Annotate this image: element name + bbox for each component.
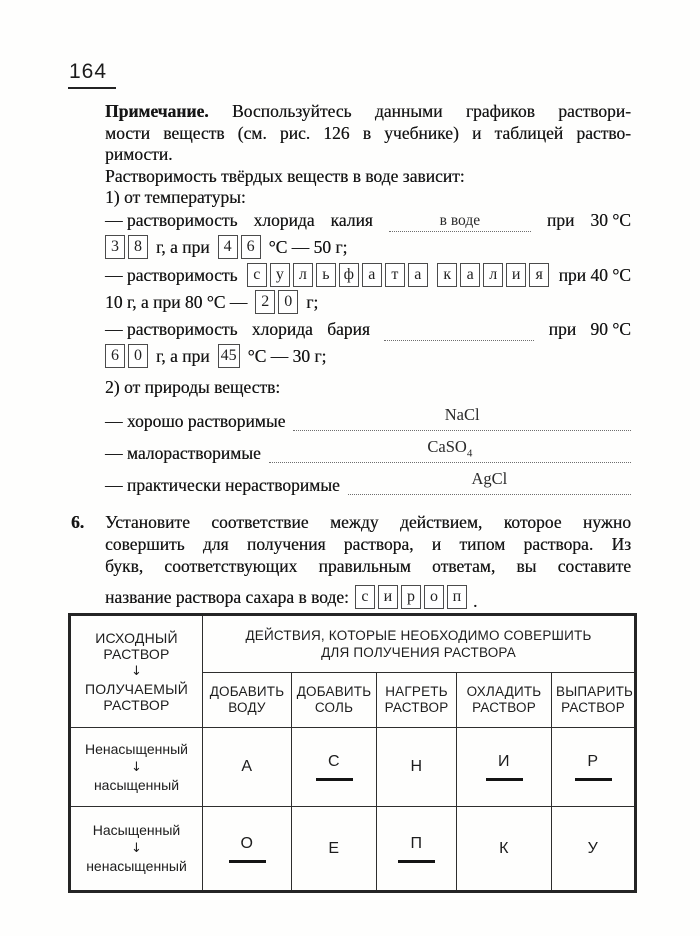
task-line: букв, соответствующих правильным ответам, вы составите — [105, 556, 631, 576]
poorly-soluble-row — [105, 437, 631, 463]
table-answer-letter: А — [241, 758, 253, 775]
temperature-heading: 1) от температуры: — [105, 187, 246, 208]
table-answer-letter: К — [499, 839, 509, 857]
line-text: г, а при — [156, 236, 210, 257]
answer-underline-mark — [486, 778, 523, 781]
k2so4-solubility-line — [105, 263, 631, 287]
line-text: название раствора сахара в воде: — [105, 586, 349, 607]
answer-box: 6 — [241, 235, 261, 259]
well-soluble-row — [105, 405, 631, 431]
sirop-answer-boxes — [355, 585, 467, 609]
answer-underline-mark — [575, 778, 612, 781]
handwritten-formula: AgCl — [471, 469, 508, 489]
handwritten-formula: CaSO$_4$ — [427, 437, 473, 460]
down-arrow-icon: ↓ — [131, 759, 142, 775]
answer-box: 0 — [128, 344, 148, 368]
page-number: 164 — [68, 60, 116, 89]
line-text: — растворимость — [105, 210, 238, 231]
answer-cell-content — [461, 840, 547, 858]
answer-cell-content — [296, 753, 372, 781]
kcl-solubility-line — [105, 209, 631, 232]
answer-box: с — [247, 263, 267, 287]
bacl2-solubility-line — [105, 318, 631, 341]
answer-cell — [552, 728, 636, 807]
table-answer-letter: О — [240, 834, 254, 852]
handwritten-answer: в воде — [439, 212, 481, 230]
fill-blank — [389, 209, 531, 232]
fill-blank — [348, 469, 631, 495]
answer-cell-content — [381, 835, 452, 863]
answer-cell-content — [461, 753, 547, 781]
answer-box: 3 — [105, 235, 125, 259]
row-label-unsaturated-to-saturated: Ненасыщенный ↓ насыщенный — [70, 728, 203, 807]
note-line: мости веществ (см. рис. 126 в учебнике) и таблицей раство- — [105, 122, 631, 143]
answer-box: р — [401, 585, 421, 609]
line-text: при — [548, 319, 577, 340]
answer-cell-content — [556, 753, 630, 781]
answer-box: о — [424, 585, 444, 609]
answer-box: а — [362, 263, 382, 287]
line-text: 10 г, а при 80 °С — — [105, 291, 248, 312]
table-answer-letter: П — [410, 834, 423, 852]
task-6 — [71, 511, 631, 612]
line-text: — растворимость — [105, 265, 238, 286]
temperature-value: 90 °С — [590, 319, 631, 340]
answer-box: а — [460, 263, 480, 287]
answer-box: 45 — [218, 344, 240, 368]
column-header-add-salt: ДОБАВИТЬ СОЛЬ — [292, 673, 377, 728]
answer-cell — [377, 807, 457, 892]
answer-underline-mark — [398, 860, 435, 863]
answer-cell-content — [381, 758, 452, 776]
answer-box-group — [218, 235, 261, 259]
table-corner-header — [70, 615, 203, 728]
table-answer-letter: У — [587, 839, 599, 857]
handwritten-formula: NaCl — [444, 405, 480, 425]
answer-box-group — [255, 290, 298, 314]
note-label: Примечание. — [105, 101, 209, 121]
line-text: г, а при — [156, 345, 210, 366]
line-text: . — [472, 591, 478, 611]
answer-underline-mark — [229, 860, 266, 863]
answer-box: 4 — [218, 235, 238, 259]
task-number: 6. — [71, 512, 85, 532]
answer-box: 0 — [278, 290, 298, 314]
statement-line: Растворимость твёрдых веществ в воде зависит: — [105, 165, 465, 186]
line-text: — растворимость — [105, 319, 238, 340]
line-text: хлорида — [251, 319, 313, 340]
note-text: Воспользуйтесь данными графиков раствори- — [231, 101, 631, 121]
answer-box-group — [218, 344, 240, 368]
answer-cell — [552, 807, 636, 892]
line-text: хлорида — [253, 210, 315, 231]
fill-blank — [293, 405, 631, 431]
answer-cell-content — [296, 840, 372, 858]
category-label: — хорошо растворимые — [105, 410, 286, 431]
answer-box-group — [247, 263, 428, 287]
answer-box: у — [270, 263, 290, 287]
answer-box: а — [408, 263, 428, 287]
answer-box: л — [483, 263, 503, 287]
answer-cell — [292, 807, 377, 892]
matching-table — [68, 613, 637, 893]
task-line: совершить для получения раствора, и типом раствора. Из — [105, 534, 631, 554]
answer-cell-content — [207, 758, 287, 776]
down-arrow-icon: ↓ — [131, 841, 142, 856]
answer-box: т — [385, 263, 405, 287]
column-header-evaporate: ВЫПАРИТЬ РАСТВОР — [552, 673, 636, 728]
answer-box: 8 — [128, 235, 148, 259]
answer-box: к — [437, 263, 457, 287]
answer-cell — [203, 728, 292, 807]
answer-cell-content — [556, 840, 630, 858]
answer-box: и — [378, 585, 398, 609]
table-answer-letter: Р — [587, 753, 599, 770]
answer-box: с — [355, 585, 375, 609]
answer-box: 2 — [255, 290, 275, 314]
answer-box: ф — [339, 263, 359, 287]
fill-blank — [269, 437, 631, 463]
line-text: °С — 30 г; — [247, 345, 327, 366]
answer-underline-mark — [316, 778, 353, 781]
category-label: — практически нерастворимые — [105, 474, 340, 495]
line-text: при 40 °С — [558, 265, 631, 286]
k2so4-values-line — [105, 287, 631, 318]
corner-top-label: ИСХОДНЫЙ РАСТВОР — [95, 630, 178, 662]
answer-box: и — [506, 263, 526, 287]
answer-cell — [457, 807, 552, 892]
answer-box: п — [447, 585, 467, 609]
column-header-add-water: ДОБАВИТЬ ВОДУ — [203, 673, 292, 728]
answer-cell — [292, 728, 377, 807]
line-text: °С — 50 г; — [268, 236, 348, 257]
answer-box: я — [529, 263, 549, 287]
solubility-section — [105, 101, 631, 495]
line-text: при — [546, 210, 575, 231]
column-header-cool: ОХЛАДИТЬ РАСТВОР — [457, 673, 552, 728]
kcl-values-line — [105, 232, 631, 263]
line-text: бария — [327, 319, 370, 340]
task-line: Установите соответствие между действием, которое нужно — [105, 512, 631, 532]
fill-blank — [384, 318, 534, 341]
down-arrow-icon: ↓ — [130, 664, 143, 679]
answer-box-group — [105, 344, 148, 368]
answer-cell — [377, 728, 457, 807]
table-answer-letter: И — [498, 753, 510, 770]
table-answer-letter: Е — [328, 839, 340, 857]
answer-cell — [203, 807, 292, 892]
nature-heading: 2) от природы веществ: — [105, 376, 281, 397]
note-line: римости. — [105, 144, 173, 165]
actions-header: ДЕЙСТВИЯ, КОТОРЫЕ НЕОБХОДИМО СОВЕРШИТЬ ДЛЯ ПОЛУЧЕНИЯ РАСТВОРА — [203, 615, 636, 673]
table-answer-letter: Н — [410, 758, 423, 775]
table-answer-letter: С — [327, 753, 341, 770]
answer-box: ь — [316, 263, 336, 287]
answer-cell-content — [207, 835, 287, 863]
task-answer-line — [105, 581, 631, 612]
bacl2-values-line — [105, 341, 631, 372]
note-line — [105, 101, 631, 123]
column-header-heat: НАГРЕТЬ РАСТВОР — [377, 673, 457, 728]
answer-box-group — [437, 263, 549, 287]
row-label-saturated-to-unsaturated: Насыщенный ↓ ненасыщенный — [70, 807, 203, 892]
insoluble-row — [105, 469, 631, 495]
answer-box-group — [105, 235, 148, 259]
temperature-value: 30 °С — [590, 210, 631, 231]
line-text: г; — [306, 291, 319, 312]
line-text: калия — [330, 210, 373, 231]
corner-bottom-label: ПОЛУЧАЕМЫЙ РАСТВОР — [84, 681, 188, 713]
answer-box: 6 — [105, 344, 125, 368]
answer-box: л — [293, 263, 313, 287]
category-label: — малорастворимые — [105, 442, 261, 463]
answer-cell — [457, 728, 552, 807]
